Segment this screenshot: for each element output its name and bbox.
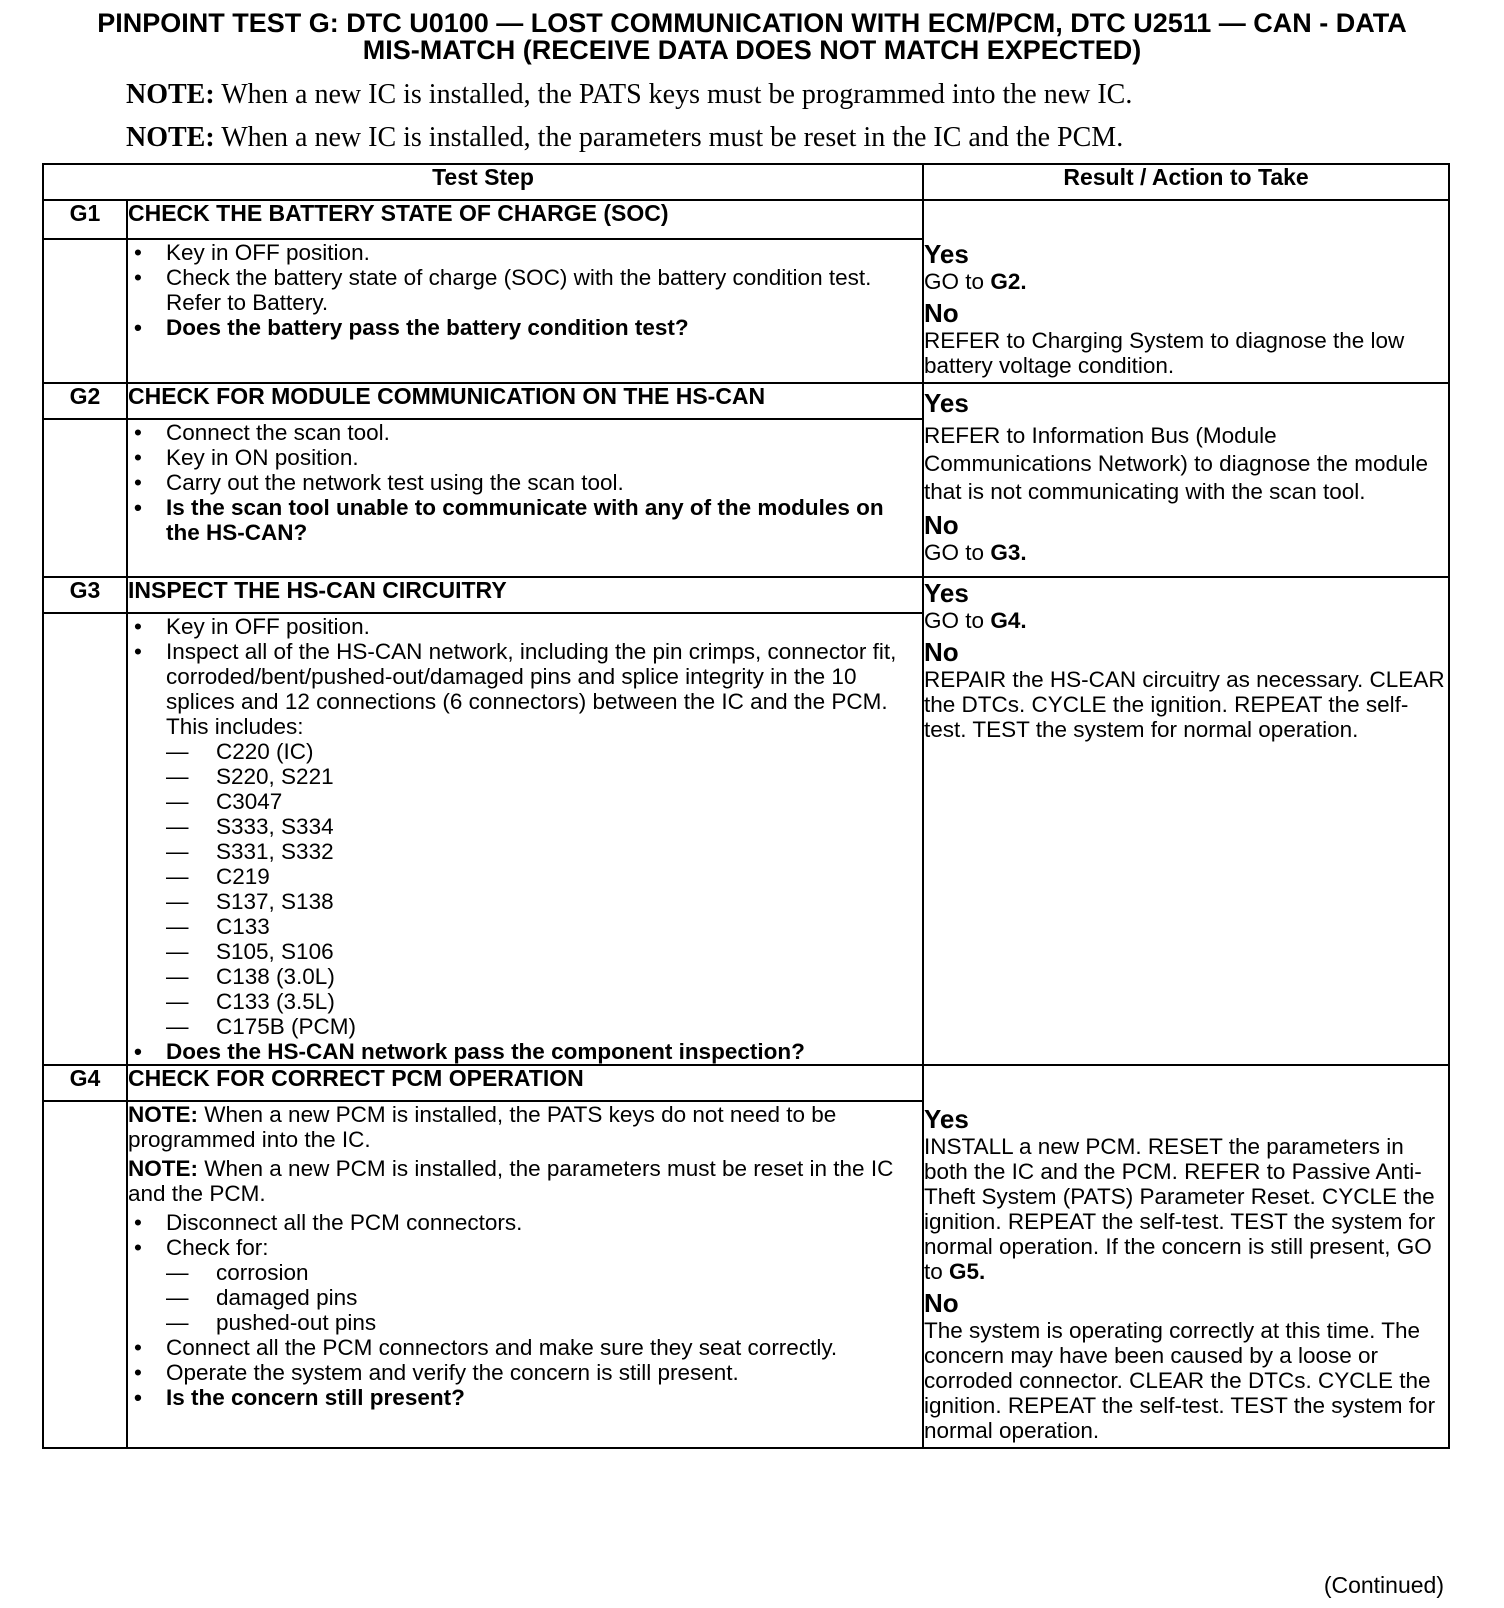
goto-target: G3. (990, 540, 1027, 565)
step-body (127, 1101, 923, 1448)
list-item: • Key in OFF position. (128, 614, 922, 639)
step-title: INSPECT THE HS-CAN CIRCUITRY (127, 577, 923, 613)
list-item: • Connect all the PCM connectors and make sure they seat correctly. (128, 1335, 922, 1360)
yes-label: Yes (924, 578, 969, 608)
step-g4-result (923, 1065, 1449, 1448)
note-text: When a new IC is installed, the PATS keys must be programmed into the new IC. (221, 79, 1133, 110)
check-item: — damaged pins (166, 1285, 922, 1310)
step-id: G2 (43, 383, 127, 419)
no-label: No (924, 510, 959, 540)
list-item: • Check the battery state of charge (SOC) with the battery condition test. Refer to Battery. (128, 265, 922, 315)
step-title: CHECK THE BATTERY STATE OF CHARGE (SOC) (127, 200, 923, 239)
component-item: — S220, S221 (166, 764, 922, 789)
step-title: CHECK FOR CORRECT PCM OPERATION (127, 1065, 923, 1101)
pcm-note-parameters: NOTE: When a new PCM is installed, the parameters must be reset in the IC and the PCM. (128, 1156, 894, 1206)
component-item: — C220 (IC) (166, 739, 922, 764)
step-question: • Is the concern still present? (128, 1385, 922, 1410)
step-g1-title-row (43, 200, 1449, 239)
header-result-action: Result / Action to Take (923, 164, 1449, 200)
list-item: • Operate the system and verify the concern is still present. (128, 1360, 922, 1385)
list-item (128, 1235, 922, 1335)
component-item: — C219 (166, 864, 922, 889)
list-item (128, 639, 922, 1039)
component-item: — S331, S332 (166, 839, 922, 864)
yes-label: Yes (924, 239, 969, 269)
no-label: No (924, 298, 959, 328)
step-g3-result (923, 577, 1449, 1065)
list-item: • Carry out the network test using the scan tool. (128, 470, 922, 495)
list-item: • Disconnect all the PCM connectors. (128, 1210, 922, 1235)
yes-action: INSTALL a new PCM. RESET the parameters in both the IC and the PCM. REFER to Passive Anti-Theft System (PATS) Parameter Reset. CYCLE the ignition. REPEAT the self-test. TEST the system for normal operation. If the concern is still present, GO to G5. (924, 1134, 1436, 1284)
step-id: G1 (43, 200, 127, 239)
component-item: — S333, S334 (166, 814, 922, 839)
step-g4-title-row (43, 1065, 1449, 1101)
yes-label: Yes (924, 1104, 969, 1134)
list-item: • Connect the scan tool. (128, 420, 922, 445)
no-action: REPAIR the HS-CAN circuitry as necessary. CLEAR the DTCs. CYCLE the ignition. REPEAT the self-test. TEST the system for normal operation. (924, 667, 1445, 742)
no-action: The system is operating correctly at this time. The concern may have been caused by a loose or corroded connector. CLEAR the DTCs. CYCLE the ignition. REPEAT the self-test. TEST the system for normal operation. (924, 1318, 1436, 1443)
no-action: GO to G3. (924, 540, 1027, 565)
no-action: REFER to Charging System to diagnose the low battery voltage condition. (924, 328, 1405, 378)
pcm-note-pats: NOTE: When a new PCM is installed, the PATS keys do not need to be programmed into the IC. (128, 1102, 837, 1152)
component-item: — C175B (PCM) (166, 1014, 922, 1039)
pinpoint-test-table (42, 163, 1450, 1449)
step-question: • Does the HS-CAN network pass the component inspection? (128, 1039, 922, 1064)
no-label: No (924, 637, 959, 667)
step-g2-title-row (43, 383, 1449, 419)
step-id: G4 (43, 1065, 127, 1101)
title-line-2: MIS-MATCH (RECEIVE DATA DOES NOT MATCH EXPECTED) (362, 35, 1142, 65)
list-item-text: Inspect all of the HS-CAN network, including the pin crimps, connector fit, corroded/bent/pushed-out/damaged pins and splice integrity in the 10 splices and 12 connections (6 connectors) between the IC and the PCM. This includes: (166, 639, 897, 739)
note-pats-keys (126, 80, 1132, 110)
header-test-step: Test Step (43, 164, 923, 200)
step-list (128, 614, 922, 1064)
continued-label: (Continued) (1323, 1572, 1444, 1598)
step-body (127, 613, 923, 1065)
check-item: — pushed-out pins (166, 1310, 922, 1335)
step-list (128, 420, 922, 545)
step-g3-title-row (43, 577, 1449, 613)
step-body (127, 419, 923, 577)
goto-target: G2. (990, 269, 1027, 294)
note-label: NOTE: (126, 79, 215, 110)
goto-target: G4. (990, 608, 1027, 633)
component-item: — C133 (3.5L) (166, 989, 922, 1014)
yes-label: Yes (924, 388, 969, 418)
note-text: When a new IC is installed, the parameters must be reset in the IC and the PCM. (221, 122, 1124, 153)
list-item: • Key in ON position. (128, 445, 922, 470)
step-list (128, 1210, 922, 1410)
component-item: — C3047 (166, 789, 922, 814)
step-g2-result (923, 383, 1449, 577)
yes-action: GO to G2. (924, 269, 1027, 294)
step-id: G3 (43, 577, 127, 613)
no-label: No (924, 1288, 959, 1318)
table-header-row (43, 164, 1449, 200)
note-label: NOTE: (126, 122, 215, 153)
check-item: — corrosion (166, 1260, 922, 1285)
component-item: — S105, S106 (166, 939, 922, 964)
list-item-text: Check for: (166, 1235, 269, 1260)
title-line-1: PINPOINT TEST G: DTC U0100 — LOST COMMUNICATION WITH ECM/PCM, DTC U2511 — CAN - DATA (97, 8, 1407, 38)
step-list (128, 240, 922, 340)
check-list (166, 1260, 922, 1335)
yes-action: GO to G4. (924, 608, 1027, 633)
step-g1-result (923, 200, 1449, 383)
component-list (166, 739, 922, 1039)
step-title: CHECK FOR MODULE COMMUNICATION ON THE HS-CAN (127, 383, 923, 419)
page-title (20, 10, 1484, 64)
component-item: — C133 (166, 914, 922, 939)
note-parameters-reset (126, 123, 1123, 153)
step-question: • Is the scan tool unable to communicate with any of the modules on the HS-CAN? (128, 495, 922, 545)
list-item: • Key in OFF position. (128, 240, 922, 265)
component-item: — S137, S138 (166, 889, 922, 914)
yes-action: REFER to Information Bus (Module Communications Network) to diagnose the module that is not communicating with the scan tool. (924, 423, 1429, 504)
goto-target: G5. (949, 1259, 986, 1284)
step-question: • Does the battery pass the battery condition test? (128, 315, 922, 340)
step-body (127, 239, 923, 383)
component-item: — C138 (3.0L) (166, 964, 922, 989)
